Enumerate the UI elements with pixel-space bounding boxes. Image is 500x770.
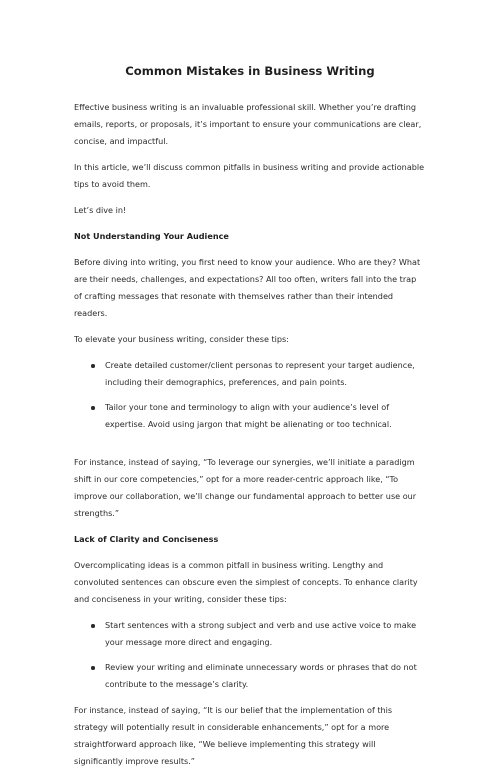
tips-list xyxy=(74,357,426,433)
list-item xyxy=(74,357,426,391)
section-paragraph: Before diving into writing, you first need to know your audience. Who are they? What are their needs, challenges, and expectations? All too often, writers fall into the trap of crafting messages that resonate with themselves rather than their intended readers. xyxy=(74,257,421,318)
list-item xyxy=(74,399,426,433)
list-item-text: Review your writing and eliminate unnecessary words or phrases that do not contribute to the message’s clarity. xyxy=(105,662,417,689)
list-item xyxy=(74,617,426,651)
intro-paragraph: Effective business writing is an invaluable professional skill. Whether you’re drafting emails, reports, or proposals, it’s important to ensure your communications are clear, concise, and impactful. xyxy=(74,102,422,146)
section-heading: Lack of Clarity and Conciseness xyxy=(74,534,219,544)
list-item-text: Start sentences with a strong subject and verb and use active voice to make your message more direct and engaging. xyxy=(105,620,417,647)
section-paragraph: Overcomplicating ideas is a common pitfall in business writing. Lengthy and convoluted sentences can obscure even the simplest of concepts. To enhance clarity and conciseness in your writing, consider these tips: xyxy=(74,560,418,604)
bullet-icon xyxy=(91,406,95,410)
document-title: Common Mistakes in Business Writing xyxy=(125,64,375,78)
bullet-icon xyxy=(91,666,95,670)
list-item-text: Tailor your tone and terminology to align with your audience’s level of expertise. Avoid using jargon that might be alienating or too technical. xyxy=(105,402,392,429)
bullet-icon xyxy=(91,624,95,628)
example-paragraph: For instance, instead of saying, “It is our belief that the implementation of this strategy will potentially result in considerable enhancements,” opt for a more straightforward approach like, “We believe implementing this strategy will significantly improve results.” xyxy=(74,705,393,766)
bullet-icon xyxy=(91,364,95,368)
list-item xyxy=(74,659,426,693)
intro-paragraph: In this article, we’ll discuss common pitfalls in business writing and provide actionable tips to avoid them. xyxy=(74,162,425,189)
intro-paragraph: Let’s dive in! xyxy=(74,205,127,215)
list-item-text: Create detailed customer/client personas to represent your target audience, including their demographics, preferences, and pain points. xyxy=(105,360,415,387)
tips-list xyxy=(74,617,426,693)
section-heading: Not Understanding Your Audience xyxy=(74,231,229,241)
example-paragraph: For instance, instead of saying, “To leverage our synergies, we’ll initiate a paradigm shift in our core competencies,” opt for a more reader-centric approach like, “To improve our collaboration, we’ll change our fundamental approach to better use our strengths.” xyxy=(74,457,417,518)
spacer xyxy=(74,442,426,454)
section-paragraph: To elevate your business writing, consider these tips: xyxy=(74,334,289,344)
